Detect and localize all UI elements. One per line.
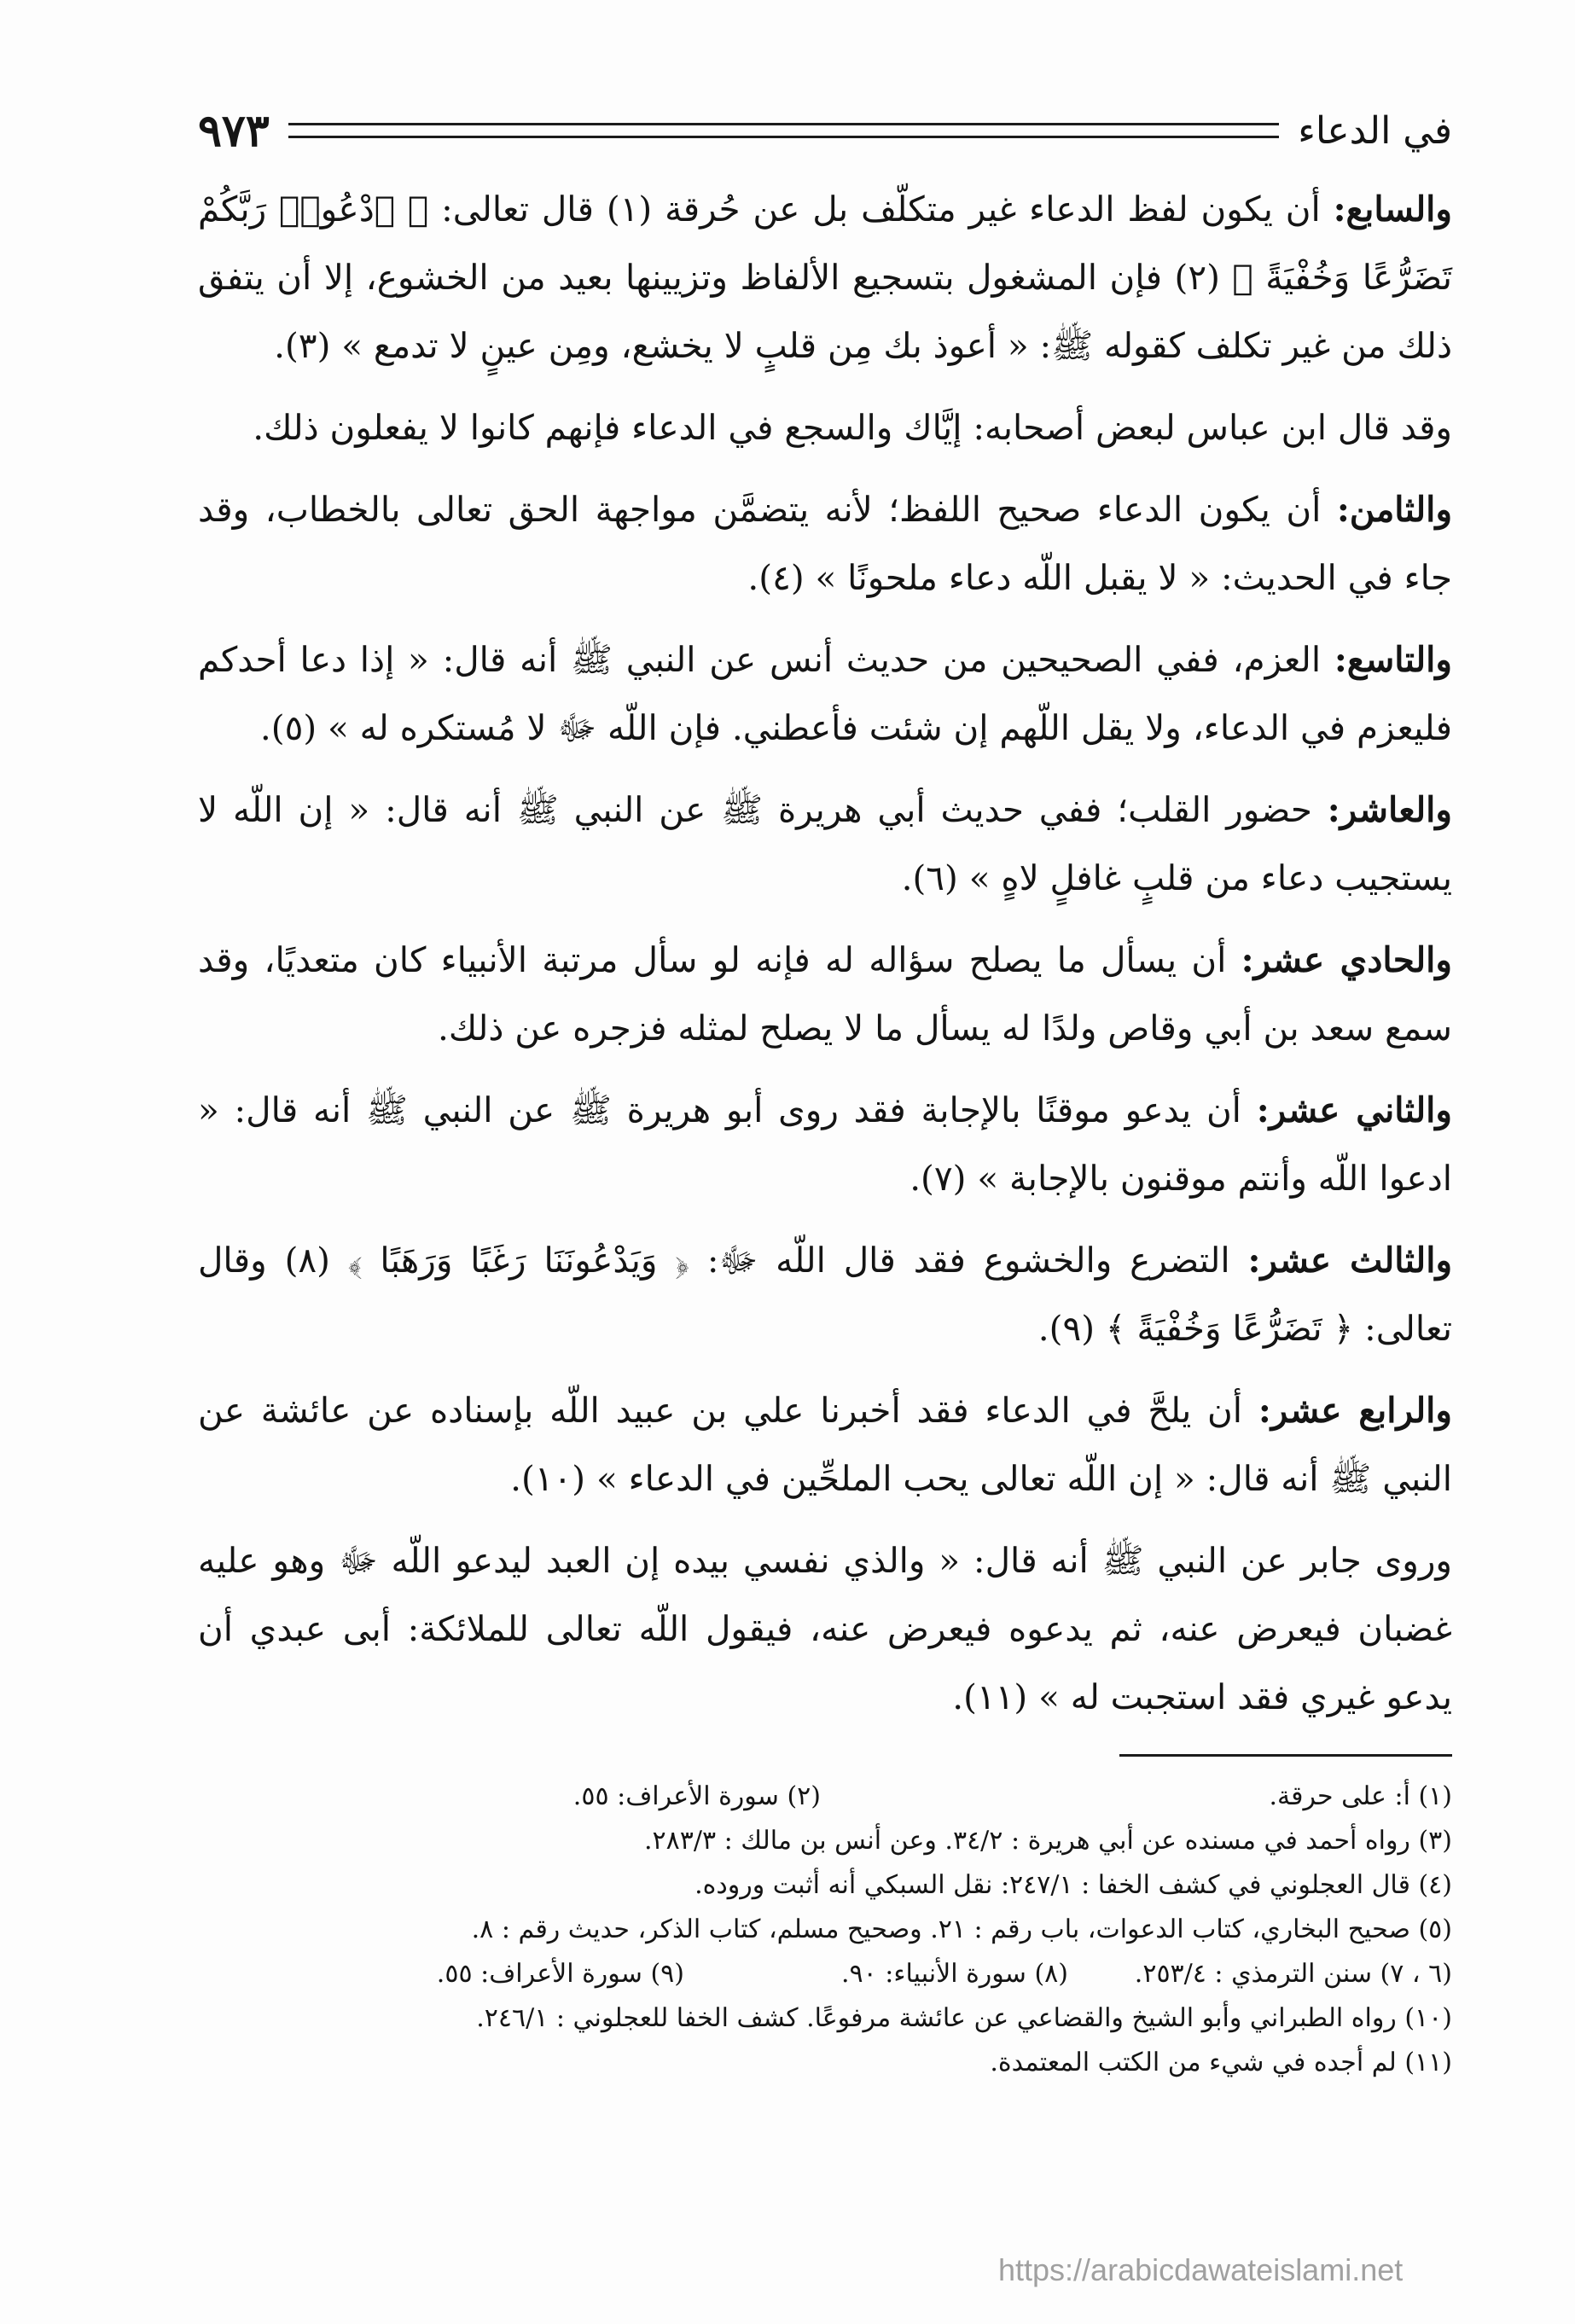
paragraph-eleventh: [198, 926, 1452, 1062]
footnote-5: (٥) صحيح البخاري، كتاب الدعوات، باب رقم : ٢١. وصحيح مسلم، كتاب الذكر، حديث رقم : ٨.: [471, 1914, 1452, 1944]
footnote-2: (٢) سورة الأعراف: ٥٥.: [572, 1781, 821, 1811]
paragraph-twelfth: [198, 1076, 1452, 1212]
footnote-6-7: (٦ ، ٧) سنن الترمذي : ٢٥٣/٤.: [1134, 1959, 1452, 1989]
header-rule: [288, 123, 1279, 138]
paragraph-ibn-abbas: [198, 393, 1452, 462]
footnote-10: (١٠) رواه الطبراني وأبو الشيخ والقضاعي عن عائشة مرفوعًا. كشف الخفا للعجلوني : ٢٤٦/١.: [476, 2003, 1452, 2033]
page-number: ٩٧٣: [198, 104, 270, 157]
paragraph-text: التضرع والخشوع فقد قال اللّه ﷻ: ﴿ وَيَدْعُونَنَا رَغَبًا وَرَهَبًا ﴾ (٨) وقال تعالى: ﴿ تَضَرُّعًا وَخُفْيَةً ﴾ (٩).: [198, 1240, 1452, 1349]
main-text: [198, 175, 1452, 1745]
paragraph-lead: والثامن:: [1336, 489, 1452, 530]
footnote-4: (٤) قال العجلوني في كشف الخفا : ٢٤٧/١: نقل السبكي أنه أثبت وروده.: [695, 1870, 1452, 1900]
paragraph-fourteenth: [198, 1376, 1452, 1513]
paragraph-tenth: [198, 776, 1452, 912]
footnotes: [198, 1775, 1452, 2085]
footnote-row: [198, 1775, 1452, 1819]
footnote-11: (١١) لم أجده في شيء من الكتب المعتمدة.: [990, 2048, 1452, 2077]
paragraph-lead: والرابع عشر:: [1258, 1390, 1452, 1431]
paragraph-text: العزم، ففي الصحيحين من حديث أنس عن النبي ﷺ أنه قال: « إذا دعا أحدكم فليعزم في الدعاء، ولا يقل اللّهم إن شئت فأعطني. فإن اللّه ﷻ لا مُستكره له » (٥).: [198, 639, 1452, 748]
footnote-9: (٩) سورة الأعراف: ٥٥.: [436, 1959, 684, 1989]
paragraph-thirteenth: [198, 1226, 1452, 1362]
paragraph-text: حضور القلب؛ ففي حديث أبي هريرة ﷺ عن النبي ﷺ أنه قال: « إن اللّه لا يستجيب دعاء من قلبٍ غافلٍ لاهٍ » (٦).: [198, 789, 1452, 898]
footnote-divider: [1119, 1754, 1452, 1757]
paragraph-text: أن يدعو موقنًا بالإجابة فقد روى أبو هريرة ﷺ عن النبي ﷺ أنه قال: « ادعوا اللّه وأنتم موقنون بالإجابة » (٧).: [198, 1089, 1452, 1199]
paragraph-lead: والثالث عشر:: [1247, 1240, 1453, 1281]
paragraph-lead: والثاني عشر:: [1256, 1089, 1452, 1130]
watermark-url: https://arabicdawateislami.net: [998, 2252, 1404, 2287]
paragraph-text: أن يكون الدعاء صحيح اللفظ؛ لأنه يتضمَّن مواجهة الحق تعالى بالخطاب، وقد جاء في الحديث: « لا يقبل اللّه دعاء ملحونًا » (٤).: [198, 489, 1452, 598]
paragraph-seventh: [198, 175, 1452, 380]
running-title: في الدعاء: [1298, 108, 1452, 153]
paragraph-jabir: [198, 1526, 1452, 1731]
page-header: [198, 101, 1452, 160]
paragraph-lead: والحادي عشر:: [1241, 939, 1452, 980]
paragraph-ninth: [198, 625, 1452, 762]
paragraph-eighth: [198, 475, 1452, 612]
paragraph-text: وقد قال ابن عباس لبعض أصحابه: إيَّاك والسجع في الدعاء فإنهم كانوا لا يفعلون ذلك.: [253, 407, 1452, 448]
paragraph-text: أن يسأل ما يصلح سؤاله له فإنه لو سأل مرتبة الأنبياء كان متعديًا، وقد سمع سعد بن أبي وقاص ولدًا له يسأل ما لا يصلح لمثله فزجره عن ذلك.: [198, 939, 1452, 1049]
paragraph-text: أن يلحَّ في الدعاء فقد أخبرنا علي بن عبيد اللّه بإسناده عن عائشة عن النبي ﷺ أنه قال: « إن اللّه تعالى يحب الملحِّين في الدعاء » (١٠).: [198, 1390, 1452, 1499]
paragraph-lead: والعاشر:: [1327, 789, 1452, 830]
footnote-row: [198, 1952, 1452, 1996]
footnote-3: (٣) رواه أحمد في مسنده عن أبي هريرة : ٣٤/٢. وعن أنس بن مالك : ٢٨٣/٣.: [644, 1826, 1452, 1856]
paragraph-lead: والتاسع:: [1334, 639, 1452, 680]
footnote-1: (١) أ: على حرقة.: [1269, 1781, 1452, 1811]
paragraph-lead: والسابع:: [1333, 189, 1452, 229]
footnote-8: (٨) سورة الأنبياء: ٩٠.: [840, 1959, 1068, 1989]
paragraph-text: وروى جابر عن النبي ﷺ أنه قال: « والذي نفسي بيده إن العبد ليدعو اللّه ﷻ وهو عليه غضبان فيعرض عنه، ثم يدعوه فيعرض عنه، فيقول اللّه تعالى للملائكة: أبى عبدي أن يدعو غيري فقد استجبت له » (١١).: [198, 1540, 1452, 1717]
paragraph-text: أن يكون لفظ الدعاء غير متكلّف بل عن حُرقة (١) قال تعالى: ﴿ ٱدْعُوا۟ رَبَّكُمْ تَضَرُّعًا وَخُفْيَةً ﴾ (٢) فإن المشغول بتسجيع الألفاظ وتزيينها بعيد من الخشوع، إلا أن يتفق ذلك من غير تكلف كقوله ﷺ: « أعوذ بك مِن قلبٍ لا يخشع، ومِن عينٍ لا تدمع » (٣).: [198, 189, 1452, 366]
